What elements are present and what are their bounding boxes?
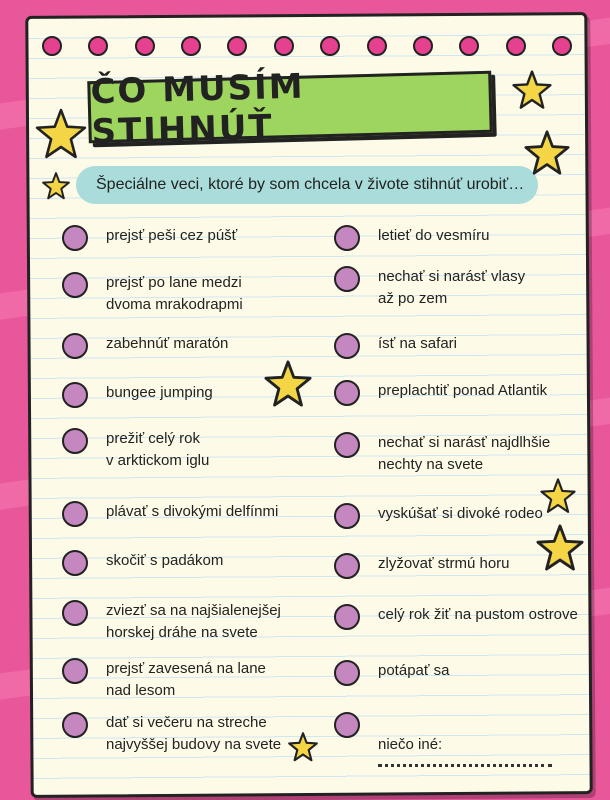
binder-hole bbox=[88, 36, 108, 56]
checkbox-circle[interactable] bbox=[334, 660, 360, 686]
star-icon bbox=[42, 172, 70, 200]
binder-hole bbox=[227, 36, 247, 56]
checkbox-circle[interactable] bbox=[62, 600, 88, 626]
star-icon bbox=[512, 70, 552, 110]
list-item bbox=[334, 266, 525, 310]
other-label: niečo iné: bbox=[378, 736, 443, 753]
binder-holes bbox=[42, 36, 572, 56]
list-item bbox=[334, 604, 578, 630]
title-banner bbox=[87, 66, 492, 153]
list-item bbox=[334, 503, 543, 529]
checkbox-circle[interactable] bbox=[62, 712, 88, 738]
list-item-label: nechať si narásť najdlhšie nechty na svete bbox=[378, 434, 551, 473]
list-item bbox=[334, 432, 550, 476]
checkbox-circle[interactable] bbox=[62, 428, 88, 454]
list-item-label: zlyžovať strmú horu bbox=[378, 555, 510, 572]
list-item-label: zabehnúť maratón bbox=[106, 335, 229, 352]
star-icon bbox=[288, 732, 318, 762]
list-item-label: potápať sa bbox=[378, 662, 450, 679]
binder-hole bbox=[135, 36, 155, 56]
binder-hole bbox=[552, 36, 572, 56]
binder-hole bbox=[367, 36, 387, 56]
list-item bbox=[62, 501, 278, 527]
star-icon bbox=[536, 524, 584, 572]
checkbox-circle[interactable] bbox=[62, 272, 88, 298]
list-item bbox=[62, 712, 281, 756]
binder-hole bbox=[42, 36, 62, 56]
list-item-label: preplachtiť ponad Atlantik bbox=[378, 382, 548, 399]
list-item-label: letieť do vesmíru bbox=[378, 227, 490, 244]
checkbox-circle[interactable] bbox=[62, 225, 88, 251]
checkbox-circle[interactable] bbox=[334, 604, 360, 630]
checkbox-circle[interactable] bbox=[334, 503, 360, 529]
list-item-label: vyskúšať si divoké rodeo bbox=[378, 505, 543, 522]
checkbox-circle[interactable] bbox=[334, 712, 360, 738]
checkbox-circle[interactable] bbox=[334, 380, 360, 406]
list-item-label: ísť na safari bbox=[378, 335, 457, 352]
list-item-label: dať si večeru na streche najvyššej budovy na svete bbox=[106, 714, 282, 753]
subtitle-pill bbox=[76, 166, 538, 204]
list-item bbox=[334, 660, 450, 686]
star-icon bbox=[264, 360, 312, 408]
checkbox-circle[interactable] bbox=[334, 225, 360, 251]
subtitle-text: Špeciálne veci, ktoré by som chcela v živote stihnúť urobiť… bbox=[96, 176, 525, 193]
binder-hole bbox=[506, 36, 526, 56]
list-item bbox=[334, 225, 490, 251]
list-item-label: prejsť zavesená na lane nad lesom bbox=[106, 660, 266, 699]
list-item bbox=[62, 658, 266, 702]
list-item bbox=[62, 600, 281, 644]
list-item-label: prejsť peši cez púšť bbox=[106, 227, 238, 244]
list-item-label: prežiť celý rok v arktickom iglu bbox=[106, 430, 210, 469]
list-item bbox=[62, 225, 237, 251]
list-item-label: zviezť sa na najšialenejšej horskej dráhe na svete bbox=[106, 602, 281, 641]
checkbox-circle[interactable] bbox=[62, 382, 88, 408]
list-item-label: bungee jumping bbox=[106, 384, 213, 401]
checkbox-circle[interactable] bbox=[334, 266, 360, 292]
checkbox-circle[interactable] bbox=[62, 658, 88, 684]
write-in-line[interactable] bbox=[378, 764, 552, 767]
list-item-label: nechať si narásť vlasy až po zem bbox=[378, 268, 526, 307]
binder-hole bbox=[181, 36, 201, 56]
checkbox-circle[interactable] bbox=[62, 550, 88, 576]
list-item-label bbox=[378, 712, 552, 789]
binder-hole bbox=[320, 36, 340, 56]
checkbox-circle[interactable] bbox=[334, 432, 360, 458]
checkbox-circle[interactable] bbox=[334, 333, 360, 359]
list-item-label: plávať s divokými delfínmi bbox=[106, 503, 279, 520]
list-item bbox=[62, 333, 228, 359]
star-icon bbox=[524, 130, 570, 176]
page-title: ČO MUSÍM STIHNÚŤ bbox=[90, 66, 306, 153]
list-item bbox=[62, 550, 223, 576]
binder-hole bbox=[459, 36, 479, 56]
list-item bbox=[62, 428, 209, 472]
list-item bbox=[62, 272, 243, 316]
list-item-label: skočiť s padákom bbox=[106, 552, 224, 569]
checkbox-circle[interactable] bbox=[62, 333, 88, 359]
list-item bbox=[62, 382, 213, 408]
binder-hole bbox=[274, 36, 294, 56]
checkbox-circle[interactable] bbox=[62, 501, 88, 527]
list-item bbox=[334, 553, 510, 579]
star-icon bbox=[540, 478, 576, 514]
list-item bbox=[334, 380, 547, 406]
binder-hole bbox=[413, 36, 433, 56]
list-item-label: prejsť po lane medzi dvoma mrakodrapmi bbox=[106, 274, 243, 313]
list-item-label: celý rok žiť na pustom ostrove bbox=[378, 606, 578, 623]
list-item bbox=[334, 712, 552, 789]
checkbox-circle[interactable] bbox=[334, 553, 360, 579]
star-icon bbox=[34, 108, 88, 160]
list-item bbox=[334, 333, 457, 359]
